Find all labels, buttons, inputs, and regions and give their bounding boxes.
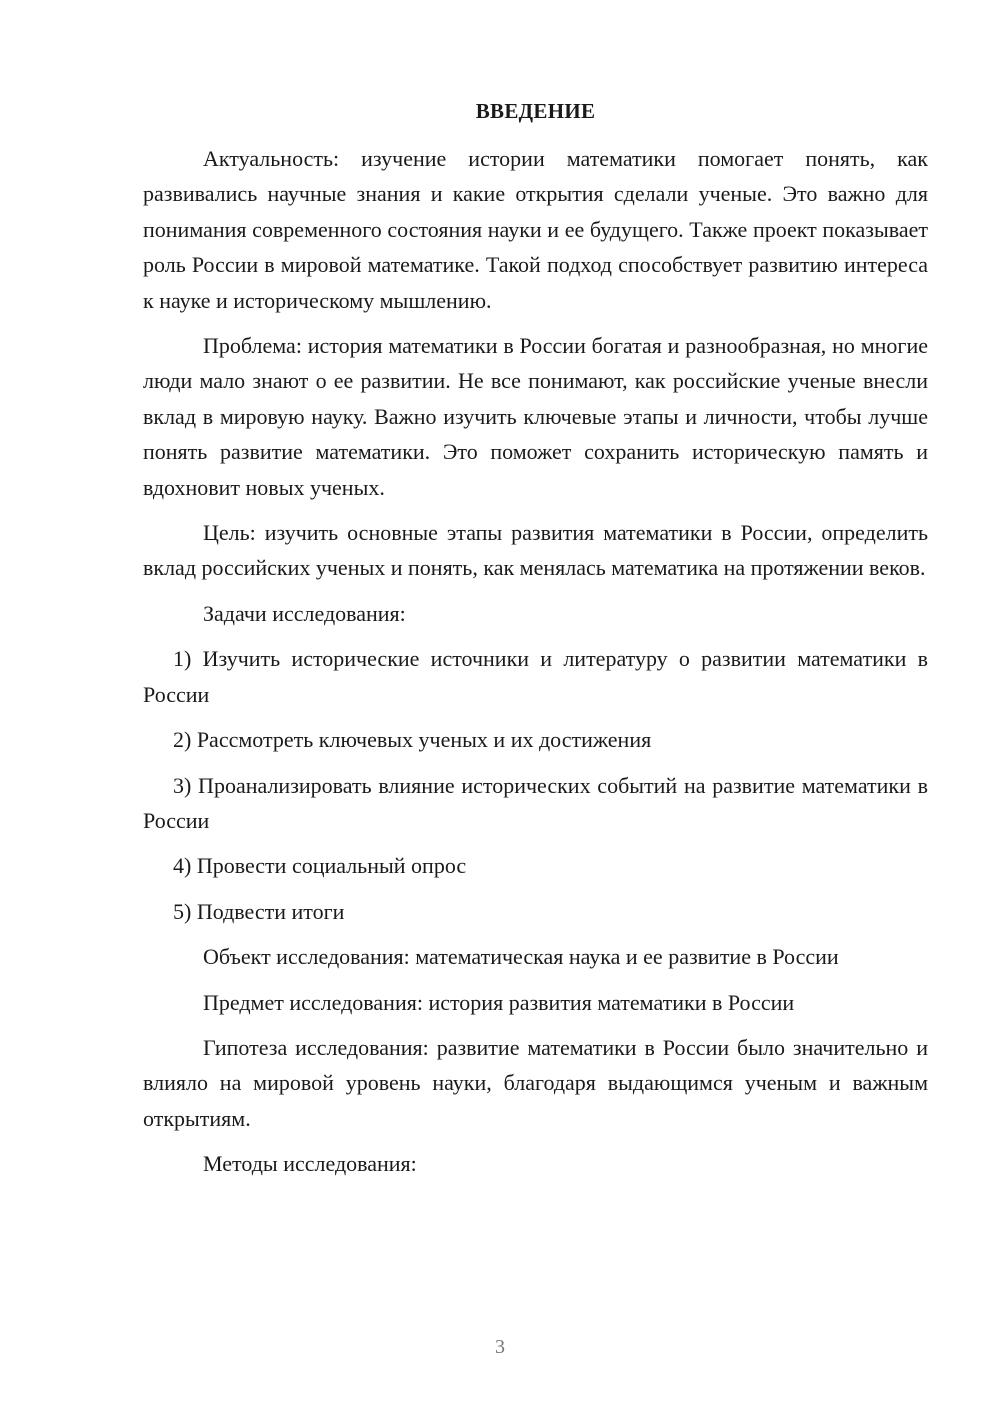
page-content — [143, 95, 928, 1182]
research-object: Объект исследования: математическая наука и ее развитие в России — [203, 944, 839, 970]
research-hypothesis: Гипотеза исследования: развитие математики в России было значительно и влияло на мировой уровень науки, благодаря выдающимся ученым и важным открытиям. — [143, 1034, 928, 1131]
tasks-heading: Задачи исследования: — [203, 600, 406, 626]
task-item: 2) Рассмотреть ключевых ученых и их достижения — [173, 727, 652, 753]
problem-paragraph: Проблема: история математики в России богатая и разнообразная, но многие люди мало знают о ее развитии. Не все понимают, как российские ученые внесли вклад в мировую науку. Важно изучить ключевые этапы и личности, чтобы лучше понять развитие математики. Это поможет сохранить историческую память и вдохновит новых ученых. — [143, 333, 928, 500]
task-item: 4) Провести социальный опрос — [173, 853, 467, 879]
task-item: 3) Проанализировать влияние исторических событий на развитие математики в России — [143, 772, 928, 833]
methods-heading: Методы исследования: — [203, 1151, 417, 1177]
task-item: 1) Изучить исторические источники и литературу о развитии математики в России — [143, 646, 928, 707]
research-subject: Предмет исследования: история развития математики в России — [203, 989, 795, 1015]
relevance-paragraph: Актуальность: изучение истории математики помогает понять, как развивались научные знания и какие открытия сделали ученые. Это важно для понимания современного состояния науки и ее будущего. Также проект показывает роль России в мировой математике. Такой подход способствует развитию интереса к науке и историческому мышлению. — [143, 146, 928, 313]
task-item: 5) Подвести итоги — [173, 898, 345, 924]
goal-paragraph: Цель: изучить основные этапы развития математики в России, определить вклад российских ученых и понять, как менялась математика на протяжении веков. — [143, 520, 928, 581]
page-number: 3 — [495, 1336, 505, 1358]
section-title: ВВЕДЕНИЕ — [475, 99, 596, 123]
